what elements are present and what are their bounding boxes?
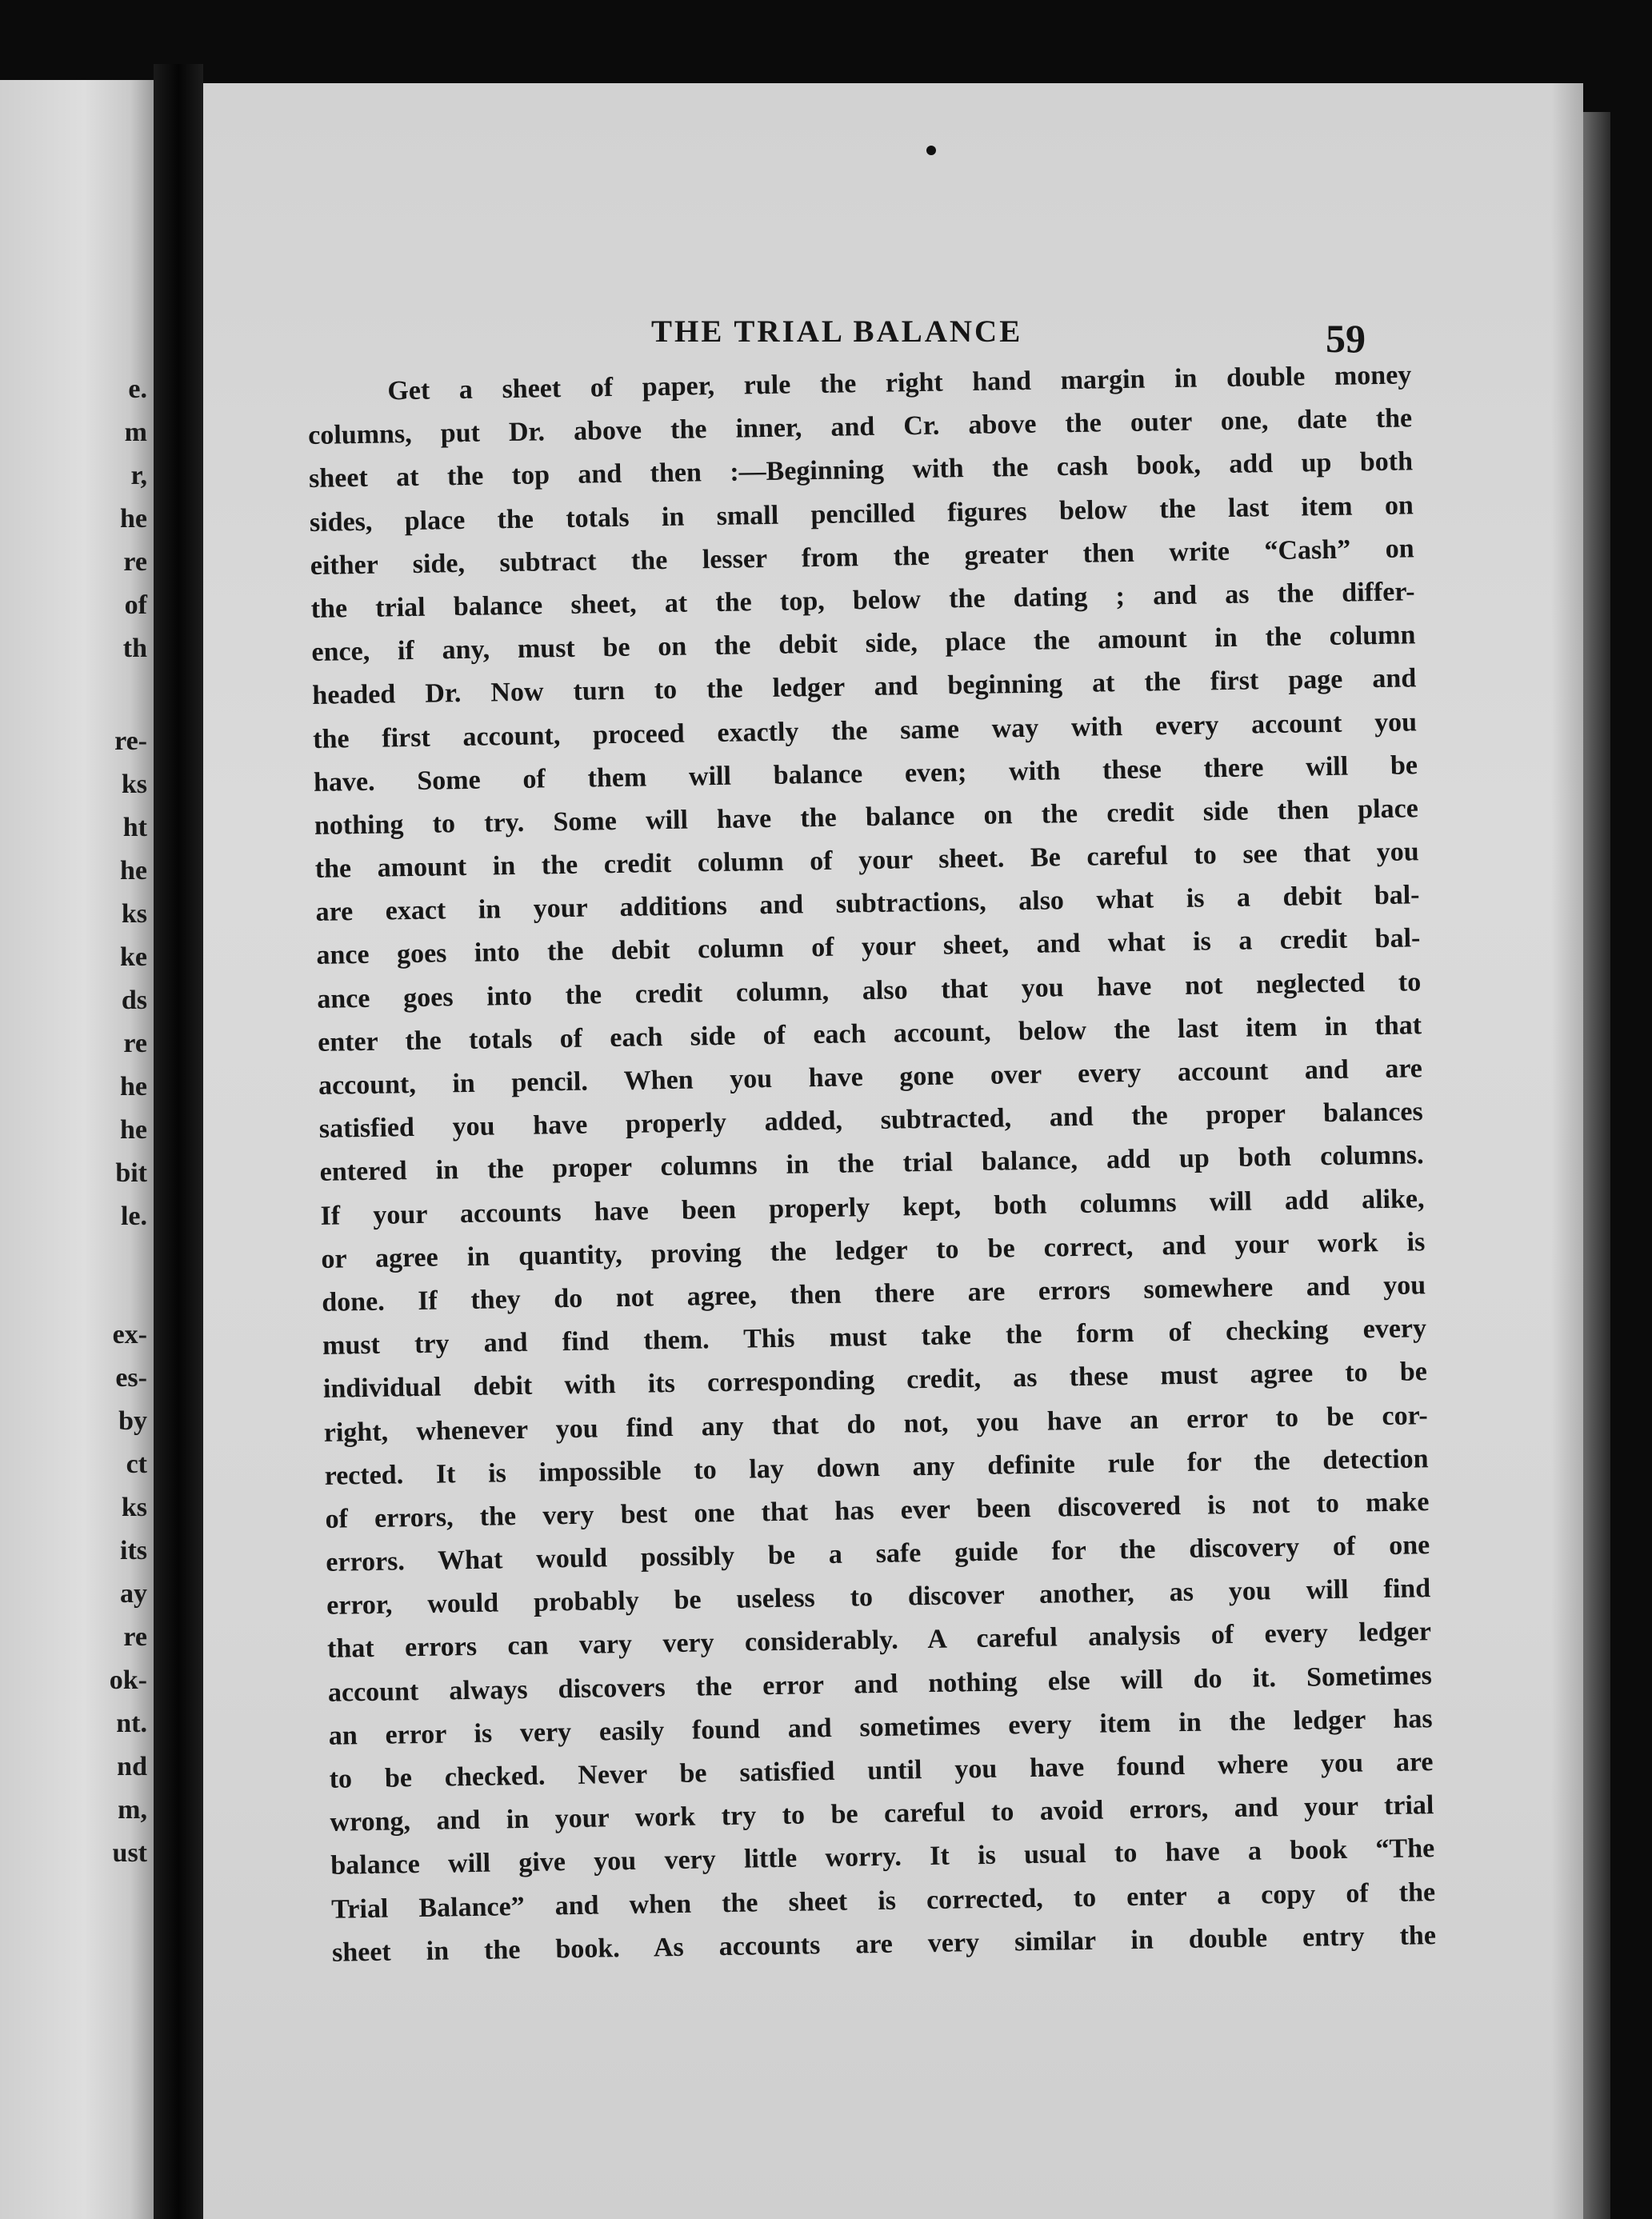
text-line: the first account, proceed exactly the same way with every account you xyxy=(312,706,1418,754)
previous-page-fragment: ust xyxy=(112,1838,147,1868)
previous-page-fragment: ds xyxy=(121,986,147,1015)
text-line: sheet in the book. As accounts are very similar in double entry the xyxy=(331,1920,1437,1968)
previous-page-fragment: nt. xyxy=(116,1709,147,1738)
previous-page-fragment: he xyxy=(120,856,147,886)
ink-speck xyxy=(926,146,936,155)
page-header xyxy=(203,298,1583,362)
previous-page-fragment: r, xyxy=(130,461,147,490)
text-line: account, in pencil. When you have gone over every account and are xyxy=(318,1054,1423,1101)
text-line: columns, put Dr. above the inner, and Cr. above the outer one, date the xyxy=(307,403,1413,451)
previous-page-fragment: he xyxy=(120,504,147,534)
previous-page-fragment: ex- xyxy=(112,1320,147,1349)
previous-page-fragment: ay xyxy=(120,1579,147,1609)
text-line: the amount in the credit column of your sheet. Be careful to see that you xyxy=(314,837,1419,884)
text-line: done. If they do not agree, then there are errors somewhere and you xyxy=(321,1270,1426,1317)
text-line: wrong, and in your work try to be careful to avoid errors, and your trial xyxy=(330,1790,1434,1837)
text-line: entered in the proper columns in the trial balance, add up both columns. xyxy=(319,1140,1424,1188)
previous-page-fragment: ok- xyxy=(109,1665,147,1695)
text-line: ance goes into the credit column, also that you have not neglected to xyxy=(317,966,1422,1014)
previous-page-fragment: he xyxy=(120,1115,147,1145)
text-line: enter the totals of each side of each account, below the last item in that xyxy=(317,1010,1422,1058)
previous-page-fragment: nd xyxy=(117,1752,147,1781)
previous-page-fragment: he xyxy=(120,1072,147,1102)
previous-page-fragment: ks xyxy=(121,1493,147,1522)
text-line: the trial balance sheet, at the top, below the dating ; and as the differ- xyxy=(310,577,1415,624)
text-line: that errors can vary very considerably. A careful analysis of every ledger xyxy=(326,1617,1432,1665)
previous-page-fragment: re- xyxy=(114,726,147,756)
previous-page-fragment: its xyxy=(120,1536,147,1565)
previous-page-edge xyxy=(0,80,154,2219)
text-line: ence, if any, must be on the debit side, place the amount in the column xyxy=(311,620,1416,668)
previous-page-fragment: m, xyxy=(118,1795,147,1825)
text-line: error, would probably be useless to discover another, as you will find xyxy=(326,1573,1431,1621)
page-number: 59 xyxy=(1326,316,1366,361)
text-line: If your accounts have been properly kept, both columns will add alike, xyxy=(320,1183,1425,1231)
previous-page-fragment: by xyxy=(118,1406,147,1436)
previous-page-fragment: bit xyxy=(115,1158,147,1188)
text-line: to be checked. Never be satisfied until you have found where you are xyxy=(329,1747,1434,1794)
text-line: have. Some of them will balance even; with these there will be xyxy=(313,750,1418,798)
body-text xyxy=(307,354,1436,1974)
previous-page-fragment: re xyxy=(123,1029,147,1058)
previous-page-fragment: ke xyxy=(120,942,147,972)
running-head: THE TRIAL BALANCE xyxy=(651,314,1023,349)
text-line: individual debit with its corresponding credit, as these must agree to be xyxy=(322,1357,1428,1405)
book-gutter xyxy=(154,64,203,2219)
text-line: either side, subtract the lesser from the greater then write “Cash” on xyxy=(310,534,1414,581)
previous-page-fragment: re xyxy=(123,1622,147,1652)
previous-page-fragment: ht xyxy=(122,813,147,842)
text-line: right, whenever you find any that do not, you have an error to be cor- xyxy=(323,1400,1428,1448)
text-line: or agree in quantity, proving the ledger to be correct, and your work is xyxy=(321,1226,1426,1274)
page xyxy=(203,83,1583,2219)
previous-page-fragment: es- xyxy=(115,1363,147,1393)
page-edge-shadow xyxy=(1583,112,1610,2219)
previous-page-fragment: ks xyxy=(121,899,147,929)
previous-page-fragment: m xyxy=(124,418,147,447)
text-line: nothing to try. Some will have the balance on the credit side then place xyxy=(314,794,1419,841)
previous-page-fragment: ks xyxy=(121,770,147,799)
text-line: balance will give you very little worry. It is usual to have a book “The xyxy=(330,1833,1435,1881)
text-line: Get a sheet of paper, rule the right hand margin in double money xyxy=(387,360,1412,406)
text-line: sides, place the totals in small pencilled figures below the last item on xyxy=(309,490,1414,538)
previous-page-fragment: th xyxy=(122,634,147,663)
text-line: are exact in your additions and subtractions, also what is a debit bal- xyxy=(315,880,1420,928)
text-line: must try and find them. This must take the form of checking every xyxy=(322,1313,1427,1361)
text-line: sheet at the top and then :—Beginning with the cash book, add up both xyxy=(308,446,1414,494)
text-line: headed Dr. Now turn to the ledger and beginning at the first page and xyxy=(312,663,1417,711)
previous-page-fragment: ct xyxy=(126,1449,147,1479)
previous-page-fragment: of xyxy=(124,590,147,620)
text-line: of errors, the very best one that has ever been discovered is not to make xyxy=(325,1487,1430,1534)
text-line: rected. It is impossible to lay down any definite rule for the detection xyxy=(324,1443,1429,1491)
text-line: Trial Balance” and when the sheet is corrected, to enter a copy of the xyxy=(330,1877,1436,1925)
text-line: errors. What would possibly be a safe guide for the discovery of one xyxy=(326,1530,1430,1577)
text-line: ance goes into the debit column of your sheet, and what is a credit bal- xyxy=(316,923,1421,971)
previous-page-fragment: re xyxy=(123,547,147,577)
previous-page-fragment: e. xyxy=(128,374,147,404)
text-line: an error is very easily found and sometimes every item in the ledger has xyxy=(328,1703,1433,1751)
text-line: account always discovers the error and nothing else will do it. Sometimes xyxy=(327,1660,1433,1708)
previous-page-fragment: le. xyxy=(120,1201,147,1231)
text-line: satisfied you have properly added, subtracted, and the proper balances xyxy=(318,1097,1424,1145)
